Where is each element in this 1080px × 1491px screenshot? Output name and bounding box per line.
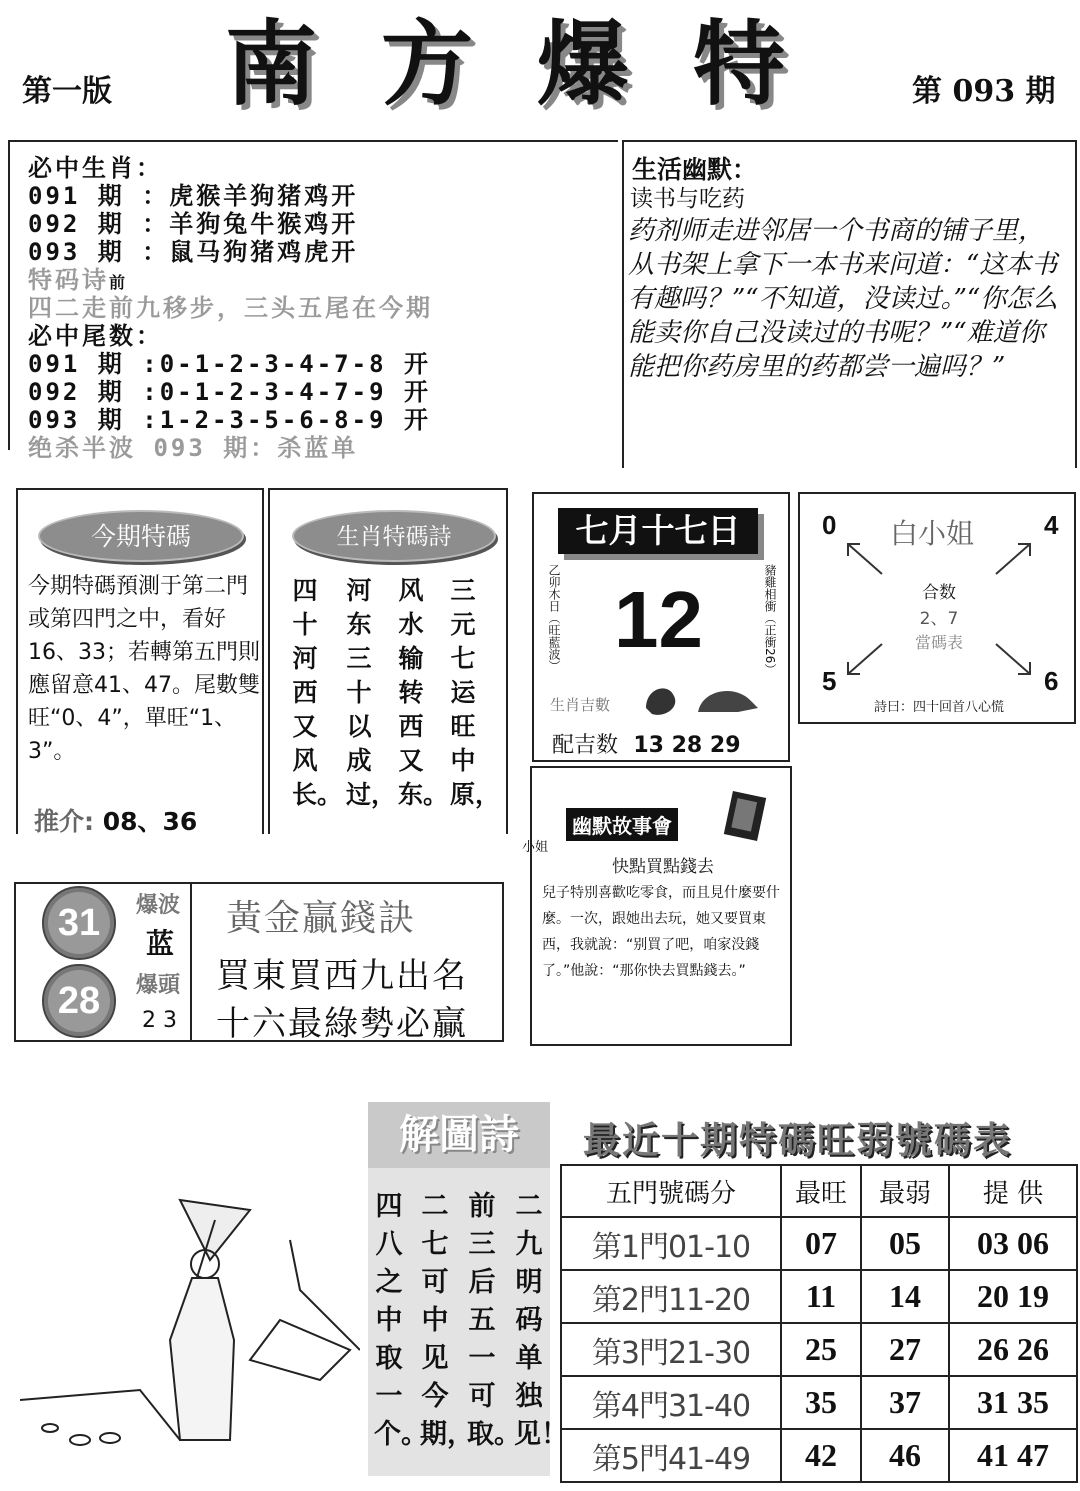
poem-column: 四八之中取一个。 [374,1191,428,1450]
table-row [561,1270,1077,1323]
corner-number: 5 [822,666,837,696]
poem-column: 前三后五一可取。 [467,1191,521,1450]
title-char: 方 [380,10,473,118]
table-cell: 41 47 [949,1429,1077,1482]
book-icon [722,788,770,842]
calendar-day: 12 [614,575,703,664]
zodiac-poem-title: 生肖特碼詩 [292,510,496,562]
calendar-right-note: 豬雞相衝（正衝26） [763,564,777,676]
story-logo: 幽默故事會 [566,808,678,841]
gold-line: 十六最綠勢必贏 [216,1004,468,1044]
zodiac-prediction-box [8,140,618,462]
humor-heading: 生活幽默： [632,155,758,184]
table-cell: 第3門21-30 [561,1323,781,1376]
poem-column: 二七可中见今期， [420,1191,474,1450]
masthead-title [225,2,785,118]
humor-title: 读书与吃药 [630,186,745,212]
table-header: 提 供 [949,1165,1077,1217]
kill-line: 绝杀半波 093 期：杀蓝单 [28,434,359,462]
poem-column: 风水输转西又东。 [398,576,449,809]
zodiac-row: 092 期 ：羊狗兔牛猴鸡开 [28,210,359,238]
table-cell: 05 [861,1217,949,1270]
calendar-left-note: 乙卯木日（旺藍波） [547,564,561,672]
poem-column: 四十河西又风长。 [292,576,343,809]
zodiac-row: 093 期 ：鼠马狗猪鸡虎开 [28,238,359,266]
sum-label: 合数 [922,583,956,603]
ball-color: 蓝 [146,927,175,960]
gold-title: 黃金贏錢訣 [226,898,417,939]
table-cell: 27 [861,1323,949,1376]
table-header: 最弱 [861,1165,949,1217]
issue-number: 第 093 期 [912,74,1056,109]
today-body: 今期特碼預測于第二門或第四門之中，看好16、33；若轉第五門則應留意41、47。尾數雙旺“0、4”，單旺“1、3”。 [28,574,260,764]
tail-title: 必中尾数： [28,322,163,350]
table-cell: 20 19 [949,1270,1077,1323]
title-char: 爆 [536,10,629,118]
sum-value: 2、7 [919,609,959,629]
poem-line: 四二走前九移步，三头五尾在今期 [28,294,433,322]
calendar-box [532,492,790,762]
table-header: 最旺 [781,1165,861,1217]
jietu-poem-box [368,1168,568,1476]
miss-bai-box [798,492,1076,724]
table-cell: 第5門41-49 [561,1429,781,1482]
table-cell: 第4門31-40 [561,1376,781,1429]
title-char: 南 [225,10,318,118]
calendar-stamp: 生肖吉數 [550,696,611,714]
head-numbers: 2 3 [142,1008,177,1033]
table-cell: 31 35 [949,1376,1077,1429]
corner-number: 6 [1044,666,1059,696]
edition-label: 第一版 [22,74,112,109]
number-table-title: 最近十期特碼旺弱號碼表 [583,1118,1012,1162]
story-title: 快點買點錢去 [612,857,714,877]
table-cell: 11 [781,1270,861,1323]
story-box [530,766,792,1046]
story-body: 兒子特別喜歡吃零食，而且見什麼要什麼。一次，跟她出去玩，她又要買東西，我就說：“别買了吧，咱家没錢了。”他說：“那你快去買點錢去。” [542,885,780,979]
lady-illustration [20,1190,360,1480]
table-cell: 第1門01-10 [561,1217,781,1270]
poem-column: 二九明码单独见！ [514,1191,568,1450]
poem-column: 三元七运旺中原， [450,576,501,809]
table-note: 當碼表 [914,633,963,652]
tail-row: 092 期 :0-1-2-3-4-7-9 开 [28,378,431,406]
table-cell: 03 06 [949,1217,1077,1270]
ball-label: 爆波 [136,893,181,918]
number-ball: 28 [42,964,116,1038]
gold-line: 買東買西九出名 [216,956,468,996]
today-title: 今期特碼 [38,510,244,562]
table-row [561,1323,1077,1376]
table-row [561,1376,1077,1429]
table-cell: 46 [861,1429,949,1482]
table-header-row [561,1165,1077,1217]
today-special-box [16,488,264,834]
table-cell: 35 [781,1376,861,1429]
title-char: 特 [692,10,785,118]
miss-bai-poem: 詩曰：四十回首八心慌 [873,700,1004,715]
corner-number: 4 [1044,510,1059,540]
table-cell: 42 [781,1429,861,1482]
table-cell: 37 [861,1376,949,1429]
today-recommend: 推介: 08、36 [34,807,198,836]
zodiac-poem-box [268,488,508,834]
table-row [561,1429,1077,1482]
ball-label: 爆頭 [136,973,181,998]
poem-label: 特码诗前 [28,266,126,294]
zodiac-title: 必中生肖： [28,154,163,182]
table-cell: 14 [861,1270,949,1323]
number-ball: 31 [42,886,116,960]
table-cell: 07 [781,1217,861,1270]
humor-body: 药剂师走进邻居一个书商的铺子里，从书架上拿下一本书来问道：“这本书有趣吗？”“不知道，没读过。”“你怎么能卖你自己没读过的书呢？”“难道你能把你药房里的药都尝一遍吗？” [628,216,1059,382]
poem-column: 河东三十以成过， [346,576,397,809]
side-tag: 小姐 [522,840,549,855]
table-row [561,1217,1077,1270]
gold-formula-box [14,882,504,1042]
jietu-title: 解圖詩 [368,1102,550,1168]
miss-bai-name: 白小姐 [890,517,975,550]
table-header: 五門號碼分 [561,1165,781,1217]
lucky-numbers: 配吉数 13 28 29 [552,733,741,758]
table-cell: 第2門11-20 [561,1270,781,1323]
tail-row: 093 期 :1-2-3-5-6-8-9 开 [28,406,431,434]
calendar-date: 七月十七日 [558,508,758,554]
number-table [560,1164,1078,1483]
humor-box [622,140,1077,468]
animal-icons [638,678,768,724]
corner-number: 0 [822,510,837,540]
table-cell: 26 26 [949,1323,1077,1376]
table-cell: 25 [781,1323,861,1376]
tail-row: 091 期 :0-1-2-3-4-7-8 开 [28,350,431,378]
zodiac-row: 091 期 ：虎猴羊狗猪鸡开 [28,182,359,210]
